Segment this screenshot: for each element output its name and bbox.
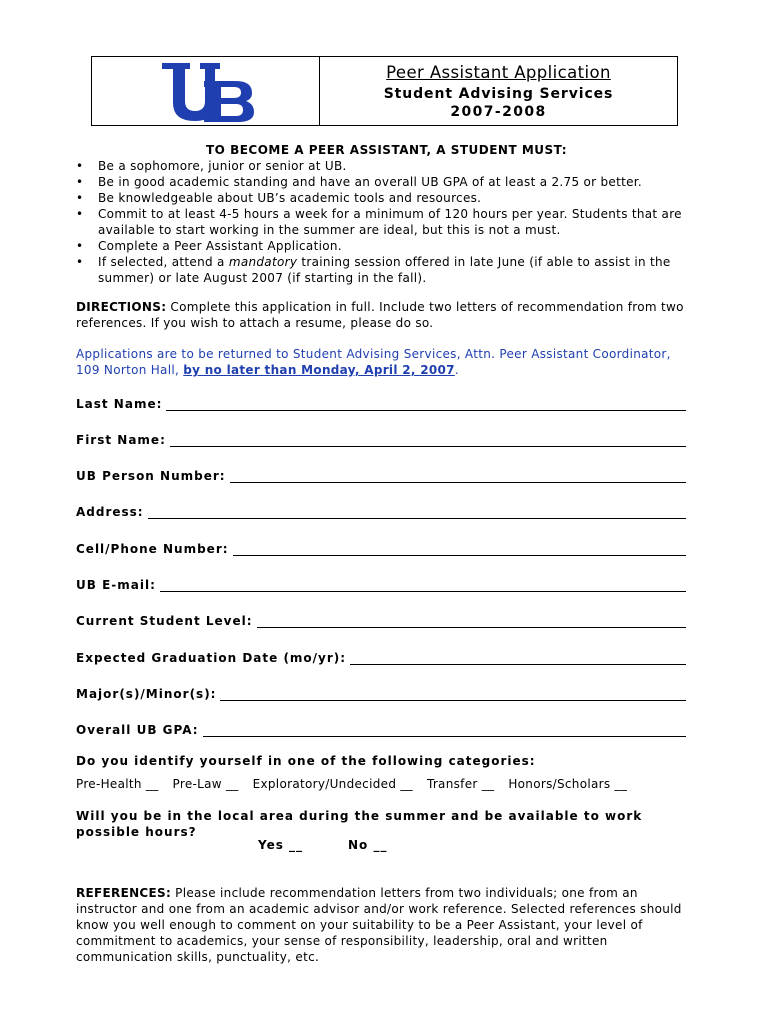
requirement-item: • Be in good academic standing and have an overall UB GPA of at least a 2.75 or better. <box>76 175 643 189</box>
requirement-item: • Be knowledgeable about UB’s academic tools and resources. <box>76 191 482 205</box>
last-name-field[interactable]: Last Name: <box>76 395 686 411</box>
requirement-item: • Commit to at least 4-5 hours a week for a minimum of 120 hours per year. Students that are available to start working in the summer are ideal, but this is not a must. <box>76 207 682 237</box>
fill-line[interactable] <box>233 544 686 556</box>
bullet-icon: • <box>76 255 84 269</box>
phone-number-field[interactable]: Cell/Phone Number: <box>76 540 686 556</box>
fill-line[interactable] <box>220 689 686 701</box>
option-exploratory[interactable]: Exploratory/Undecided __ <box>252 777 413 791</box>
no-option[interactable]: No __ <box>348 838 388 852</box>
form-title: Peer Assistant Application <box>386 63 611 82</box>
requirement-item: • Complete a Peer Assistant Application. <box>76 239 342 253</box>
fill-line[interactable] <box>350 653 686 665</box>
bullet-icon: • <box>76 191 84 205</box>
yes-option[interactable]: Yes __ <box>258 838 304 852</box>
references-label: REFERENCES: <box>76 886 172 900</box>
categories-options <box>76 777 686 791</box>
form-years: 2007-2008 <box>450 104 547 120</box>
summer-question: Will you be in the local area during the summer and be available to work possible hours? <box>76 809 643 839</box>
logo-cell <box>92 57 320 125</box>
fill-line[interactable] <box>160 580 686 592</box>
bullet-icon: • <box>76 239 84 253</box>
fill-line[interactable] <box>170 435 686 447</box>
references-paragraph: REFERENCES: Please include recommendation letters from two individuals; one from an instructor and one from an academic advisor and/or work reference. Selected references should know you well enough to comment on your suitability to be a Peer Assistant, your level of commitment to academics, your sense of responsibility, leadership, oral and written communication skills, punctuality, etc. <box>76 886 682 964</box>
return-notice: Applications are to be returned to Student Advising Services, Attn. Peer Assistant Coordinator, 109 Norton Hall, by no later than Monday, April 2, 2007. <box>76 347 671 377</box>
fill-line[interactable] <box>148 507 686 519</box>
fill-line[interactable] <box>257 616 686 628</box>
directions-label: DIRECTIONS: <box>76 300 167 314</box>
first-name-field[interactable]: First Name: <box>76 431 686 447</box>
student-level-field[interactable]: Current Student Level: <box>76 612 686 628</box>
fill-line[interactable] <box>203 725 686 737</box>
header-box <box>91 56 678 126</box>
requirement-item: • Be a sophomore, junior or senior at UB. <box>76 159 347 173</box>
fill-line[interactable] <box>230 471 686 483</box>
form-subtitle: Student Advising Services <box>383 86 614 102</box>
graduation-date-field[interactable]: Expected Graduation Date (mo/yr): <box>76 649 686 665</box>
ub-person-number-field[interactable]: UB Person Number: <box>76 467 686 483</box>
gpa-field[interactable]: Overall UB GPA: <box>76 721 686 737</box>
option-pre-health[interactable]: Pre-Health __ <box>76 777 159 791</box>
address-field[interactable]: Address: <box>76 503 686 519</box>
categories-question: Do you identify yourself in one of the following categories: <box>76 754 536 768</box>
fill-line[interactable] <box>166 399 686 411</box>
title-cell <box>320 57 677 125</box>
option-transfer[interactable]: Transfer __ <box>426 777 495 791</box>
bullet-icon: • <box>76 207 84 221</box>
bullet-icon: • <box>76 175 84 189</box>
option-honors[interactable]: Honors/Scholars __ <box>508 777 628 791</box>
ub-email-field[interactable]: UB E-mail: <box>76 576 686 592</box>
requirements-heading: TO BECOME A PEER ASSISTANT, A STUDENT MUST: <box>206 143 567 157</box>
deadline-text: by no later than Monday, April 2, 2007 <box>183 363 455 377</box>
requirements-list <box>76 158 688 286</box>
option-pre-law[interactable]: Pre-Law __ <box>172 777 239 791</box>
major-minor-field[interactable]: Major(s)/Minor(s): <box>76 685 686 701</box>
requirement-item: • If selected, attend a mandatory training session offered in late June (if able to assist in the summer) or late August 2007 (if starting in the fall). <box>76 255 671 285</box>
bullet-icon: • <box>76 159 84 173</box>
ub-logo <box>160 61 255 123</box>
directions-paragraph: DIRECTIONS: Complete this application in full. Include two letters of recommendation from two references. If you wish to attach a resume, please do so. <box>76 300 684 330</box>
